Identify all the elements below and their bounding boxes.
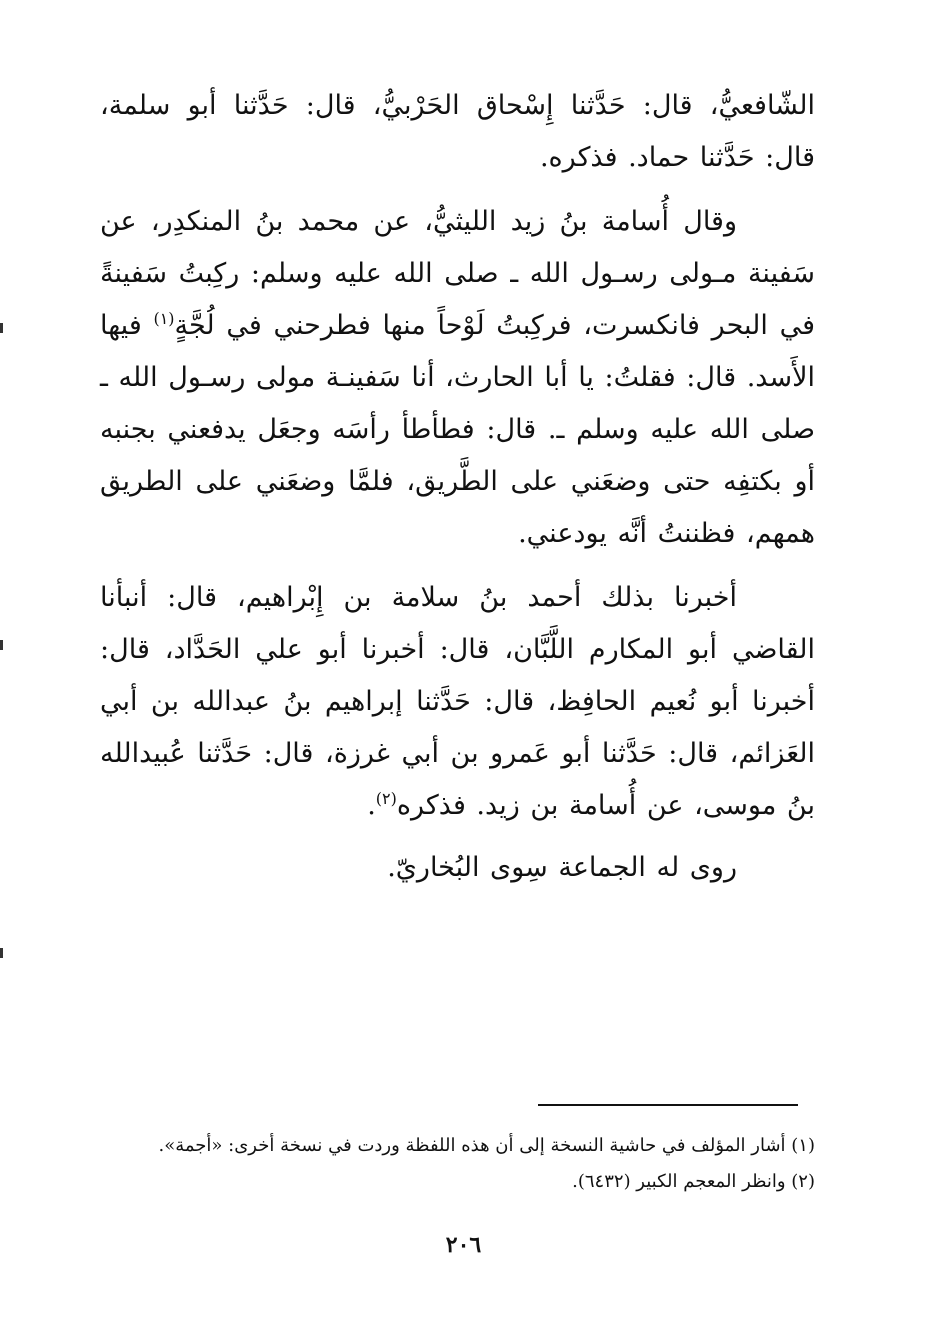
footnotes (100, 1128, 815, 1200)
paragraph-text-continued: . (367, 790, 376, 821)
paragraph-safina-story (100, 196, 815, 560)
scan-edge-mark (0, 323, 3, 333)
page-body (100, 80, 815, 894)
paragraph-isnad-shafii (100, 80, 815, 184)
page-number: ٢٠٦ (445, 1232, 482, 1258)
paragraph-text: الشّافعيُّ، قال: حَدَّثنا إِسْحاق الحَرْبيُّ، قال: حَدَّثنا أبو سلمة، قال: حَدَّثنا حماد. فذكره. (100, 90, 815, 173)
footnote-2: (٢) وانظر المعجم الكبير (٦٤٣٢). (572, 1171, 815, 1192)
scan-edge-mark (0, 948, 3, 958)
footnote-reference-2: (٢) (375, 789, 397, 808)
paragraph-text: وقال أُسامة بنُ زيد الليثيُّ، عن محمد بنُ المنكدِر، عن سَفينة مـولى رسـول الله ـ صلى الله عليه وسلم: ركِبتُ سَفينةً في البحر فانكسرت، فركِبتُ لَوْحاً منها فطرحني في لُجَّةٍ (100, 206, 815, 341)
footnote-separator (538, 1104, 798, 1106)
footnote-reference-1: (١) (153, 309, 175, 328)
paragraph-narrators (100, 842, 815, 894)
scan-edge-mark (0, 640, 3, 650)
paragraph-text-continued: فيها الأَسد. قال: فقلتُ: يا أبا الحارث، أنا سَفينـة مولى رسـول الله ـ صلى الله عليه وسلم ـ. قال: فطأطأ رأسَه وجعَل يدفعني بجنبه أو بكتفِه حتى وضعَني على الطَّريق، فلمَّا وضعَني على الطريق همهم، فظننتُ أنَّه يودعني. (100, 310, 816, 549)
footnote-1: (١) أشار المؤلف في حاشية النسخة إلى أن هذه اللفظة وردت في نسخة أخرى: «أجمة». (158, 1135, 815, 1156)
paragraph-isnad-ahmad (100, 572, 815, 832)
paragraph-text: روى له الجماعة سِوى البُخاريّ. (387, 852, 737, 883)
paragraph-text: أخبرنا بذلك أحمد بنُ سلامة بن إِبْراهيم، قال: أنبأنا القاضي أبو المكارم اللَّبَّان، قال: أخبرنا أبو علي الحَدَّاد، قال: أخبرنا أبو نُعيم الحافِظ، قال: حَدَّثنا إبراهيم بنُ عبدالله بن أبي العَزائم، قال: حَدَّثنا أبو عَمرو بن أبي غرزة، قال: حَدَّثنا عُبيدالله بنُ موسى، عن أُسامة بن زيد. فذكره (100, 582, 815, 821)
